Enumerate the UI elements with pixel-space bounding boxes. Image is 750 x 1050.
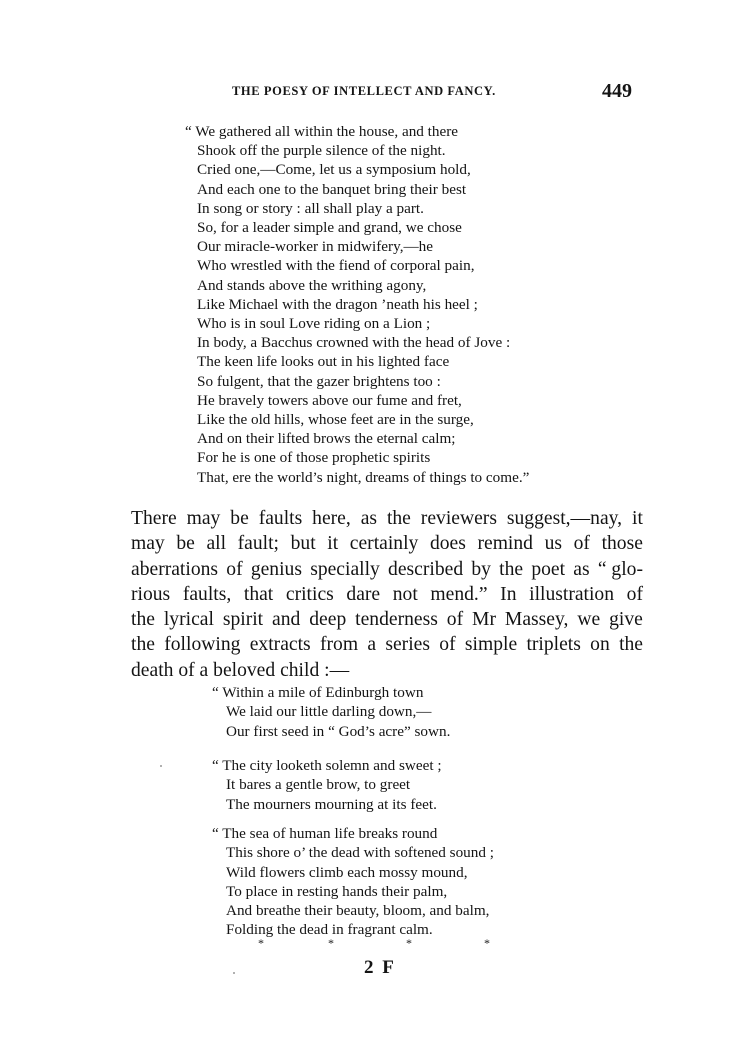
- stanza-line: “ The city looketh solemn and sweet ;: [212, 757, 442, 774]
- poem-line: That, ere the world’s night, dreams of things to come.”: [197, 468, 530, 486]
- prose-word: illustration: [529, 583, 615, 605]
- prose-word: but: [290, 533, 316, 555]
- prose-word: and: [272, 609, 301, 631]
- prose-line: [131, 506, 643, 531]
- prose-word: be: [176, 533, 195, 555]
- poem-line: Shook off the purple silence of the night.: [197, 142, 446, 160]
- prose-word: There: [131, 508, 177, 529]
- stanza-line: Folding the dead in fragrant calm.: [226, 921, 433, 939]
- prose-line: [131, 531, 643, 556]
- poem-line: So, for a leader simple and grand, we chose: [197, 219, 462, 237]
- prose-word: triplets: [526, 634, 581, 656]
- prose-word: may: [186, 508, 221, 529]
- prose-word: of: [573, 533, 590, 555]
- prose-word: from: [319, 634, 359, 656]
- poem-line: He bravely towers above our fume and fret,: [197, 391, 462, 409]
- prose-word: described: [388, 558, 464, 580]
- prose-line: [131, 557, 643, 582]
- poem-line: For he is one of those prophetic spirits: [197, 449, 431, 467]
- prose-word: rious: [131, 583, 171, 605]
- print-speck: [160, 765, 162, 767]
- print-speck: [233, 972, 235, 974]
- prose-word: tenderness: [355, 609, 438, 631]
- prose-word: deep: [309, 609, 347, 631]
- stanza-line: This shore o’ the dead with softened sound ;: [226, 844, 494, 862]
- stanza-line: To place in resting hands their palm,: [226, 882, 448, 900]
- poem-line: And stands above the writhing agony,: [197, 276, 427, 294]
- poem-line: Who is in soul Love riding on a Lion ;: [197, 315, 431, 333]
- prose-line: [131, 607, 643, 632]
- prose-word: the: [499, 558, 524, 580]
- stanza-line: And breathe their beauty, bloom, and balm,: [226, 902, 490, 920]
- prose-word: following: [164, 634, 241, 656]
- poem-line: Who wrestled with the fiend of corporal pain,: [197, 257, 475, 275]
- prose-word: the: [131, 609, 155, 631]
- prose-word: faults: [258, 508, 303, 529]
- prose-word: dare: [346, 583, 381, 605]
- prose-word: fault;: [237, 533, 280, 555]
- poem-line: Like Michael with the dragon ’neath his heel ;: [197, 295, 478, 313]
- prose-word: all: [206, 533, 227, 555]
- triplet-stanza-1: [212, 683, 542, 741]
- prose-word: suggest,—nay,: [506, 508, 623, 529]
- prose-word: spirit: [222, 609, 264, 631]
- prose-word: death of a beloved child :—: [131, 659, 350, 681]
- prose-word: aberrations: [131, 558, 219, 580]
- prose-word: series: [385, 634, 430, 656]
- prose-word: extracts: [249, 634, 311, 656]
- prose-word: faults,: [182, 583, 232, 605]
- poem-line: In song or story : all shall play a part.: [197, 199, 424, 217]
- ornament-star: *: [406, 936, 412, 950]
- poem-line: In body, a Bacchus crowned with the head of Jove :: [197, 334, 511, 352]
- poem-line: Our miracle-worker in midwifery,—he: [197, 238, 434, 256]
- prose-word: “ glo-: [597, 558, 643, 580]
- prose-word: does: [429, 533, 466, 555]
- prose-word: reviewers: [420, 508, 497, 529]
- prose-word: of: [446, 609, 464, 631]
- poem-line: Cried one,—Come, let us a symposium hold,: [197, 161, 471, 179]
- prose-word: by: [471, 558, 491, 580]
- prose-word: on: [590, 634, 610, 656]
- prose-line: [131, 582, 643, 607]
- ornament-star: *: [484, 936, 490, 950]
- prose-word: In: [500, 583, 517, 605]
- prose-word: lyrical: [163, 609, 214, 631]
- prose-word: may: [131, 533, 165, 555]
- page-header: [232, 80, 632, 102]
- poem-line: And each one to the banquet bring their best: [197, 180, 467, 198]
- prose-word: here,: [312, 508, 351, 529]
- signature-mark: 2 F: [364, 957, 396, 978]
- triplet-stanza-2: [212, 756, 542, 814]
- prose-word: the: [386, 508, 411, 529]
- ornament-star: *: [258, 936, 264, 950]
- quoted-poem: [185, 122, 605, 487]
- prose-word: of: [626, 583, 643, 605]
- prose-word: that: [243, 583, 274, 605]
- prose-line: [131, 658, 643, 683]
- final-stanza: [212, 824, 542, 940]
- prose-word: as: [360, 508, 378, 529]
- stanza-line: Wild flowers climb each mossy mound,: [226, 863, 468, 881]
- prose-word: Massey,: [504, 609, 569, 631]
- prose-word: the: [131, 634, 155, 656]
- poem-line: The keen life looks out in his lighted face: [197, 353, 450, 371]
- page-number: 449: [602, 80, 632, 102]
- prose-paragraph: [131, 506, 643, 683]
- poem-line: So fulgent, that the gazer brightens too :: [197, 372, 441, 390]
- prose-word: those: [601, 533, 643, 555]
- poem-line: “ We gathered all within the house, and there: [185, 123, 459, 140]
- prose-word: critics: [285, 583, 334, 605]
- prose-word: as: [573, 558, 590, 580]
- running-head: THE POESY OF INTELLECT AND FANCY.: [232, 84, 496, 98]
- stanza-line: It bares a gentle brow, to greet: [226, 776, 411, 794]
- prose-word: not: [392, 583, 418, 605]
- prose-word: us: [544, 533, 563, 555]
- prose-word: simple: [464, 634, 518, 656]
- prose-word: we: [577, 609, 601, 631]
- ornament-star: *: [328, 936, 334, 950]
- prose-word: of: [439, 634, 456, 656]
- prose-line: [131, 632, 643, 657]
- poem-line: Like the old hills, whose feet are in the surge,: [197, 411, 474, 429]
- prose-word: genius: [250, 558, 302, 580]
- prose-word: of: [226, 558, 243, 580]
- prose-word: specially: [310, 558, 380, 580]
- prose-word: be: [230, 508, 249, 529]
- stanza-line: “ Within a mile of Edinburgh town: [212, 684, 424, 701]
- prose-word: it: [327, 533, 339, 555]
- prose-word: give: [609, 609, 643, 631]
- prose-word: the: [619, 634, 643, 656]
- poem-line: And on their lifted brows the eternal calm;: [197, 430, 456, 448]
- prose-word: it: [632, 508, 643, 529]
- stanza-line: Our first seed in “ God’s acre” sown.: [226, 722, 451, 740]
- prose-word: mend.”: [430, 583, 488, 605]
- prose-word: certainly: [349, 533, 419, 555]
- stanza-line: The mourners mourning at its feet.: [226, 795, 437, 813]
- prose-word: poet: [531, 558, 566, 580]
- prose-word: a: [367, 634, 377, 656]
- prose-word: Mr: [472, 609, 496, 631]
- ellipsis-stars: [258, 936, 498, 950]
- prose-word: remind: [477, 533, 533, 555]
- stanza-line: We laid our little darling down,—: [226, 703, 432, 721]
- stanza-line: “ The sea of human life breaks round: [212, 825, 438, 842]
